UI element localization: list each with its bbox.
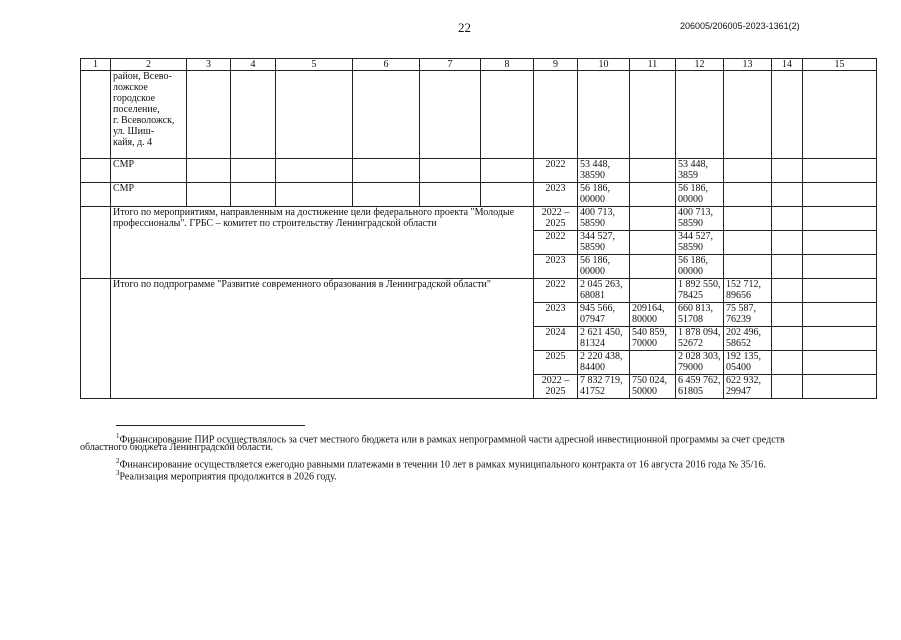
value-cell: 1 892 550, 78425 [676, 279, 724, 303]
value-cell: 2 045 263, 68081 [578, 279, 630, 303]
address-line: кайя, д. 4 [113, 137, 153, 148]
value-cell [630, 351, 676, 375]
col-header: 1 [81, 59, 111, 71]
year-cell: 2022 [534, 279, 578, 303]
col-header: 5 [276, 59, 353, 71]
col-header: 7 [420, 59, 481, 71]
value-cell: 945 566, 07947 [578, 303, 630, 327]
footnote-divider [116, 425, 305, 426]
col-header: 8 [481, 59, 534, 71]
value-cell: 660 813, 51708 [676, 303, 724, 327]
table-row [81, 159, 877, 183]
value-cell: 540 859, 70000 [630, 327, 676, 351]
year-cell: 2025 [534, 351, 578, 375]
value-cell: 750 024, 50000 [630, 375, 676, 399]
table-row [81, 207, 877, 231]
value-cell: 2 028 303, 79000 [676, 351, 724, 375]
footnote-mark: 2 [116, 457, 120, 465]
year-cell: 2023 [534, 255, 578, 279]
year-cell: 2022 [534, 231, 578, 255]
value-cell: 6 459 762, 61805 [676, 375, 724, 399]
footnote-text: Финансирование осуществляется ежегодно равными платежами в течении 10 лет в рамках муниципального контракта от 16 августа 2016 года № 35/16. [119, 459, 766, 471]
column-number-row [81, 59, 877, 71]
page-number: 22 [458, 20, 471, 35]
col-header: 2 [111, 59, 187, 71]
value-cell: 152 712, 89656 [724, 279, 772, 303]
footnote-text: Финансирование ПИР осуществлялось за счет местного бюджета или в рамках непрограммной части адресной инвестиционной программы за счет средств [119, 434, 785, 446]
col-header: 6 [353, 59, 420, 71]
value-cell: 56 186, 00000 [578, 255, 630, 279]
value-cell: 56 186, 00000 [676, 183, 724, 207]
value-cell: 2 621 450, 81324 [578, 327, 630, 351]
value-cell: 75 587, 76239 [724, 303, 772, 327]
footnote-1-continued [80, 442, 880, 454]
value-cell: 400 713, 58590 [578, 207, 630, 231]
value-cell: 7 832 719, 41752 [578, 375, 630, 399]
value-cell: 202 496, 58652 [724, 327, 772, 351]
value-cell [630, 279, 676, 303]
col-header: 11 [630, 59, 676, 71]
col-header: 14 [772, 59, 803, 71]
address-line: ложское [113, 82, 148, 93]
value-cell: 56 186, 00000 [676, 255, 724, 279]
value-cell: 53 448, 38590 [578, 159, 630, 183]
col-header: 15 [803, 59, 877, 71]
value-cell: 344 527, 58590 [676, 231, 724, 255]
col-header: 9 [534, 59, 578, 71]
footnote-3 [116, 467, 886, 483]
footnote-text: Реализация мероприятия продолжится в 2026 году. [119, 471, 337, 483]
value-cell: 56 186, 00000 [578, 183, 630, 207]
table-row [81, 183, 877, 207]
year-cell: 2023 [534, 183, 578, 207]
row-label: СМР [111, 183, 187, 207]
value-cell: 209164, 80000 [630, 303, 676, 327]
col-header: 3 [187, 59, 231, 71]
address-line: ул. Шиш- [113, 126, 155, 137]
footnote-text: областного бюджета Ленинградской области. [80, 442, 273, 453]
value-cell: 400 713, 58590 [676, 207, 724, 231]
col-header: 4 [231, 59, 276, 71]
value-cell: 344 527, 58590 [578, 231, 630, 255]
document-id: 206005/206005-2023-1361(2) [680, 21, 800, 31]
table-row [81, 279, 877, 303]
value-cell: 622 932, 29947 [724, 375, 772, 399]
year-cell: 2023 [534, 303, 578, 327]
col-header: 12 [676, 59, 724, 71]
value-cell: 53 448, 3859 [676, 159, 724, 183]
value-cell: 192 135, 05400 [724, 351, 772, 375]
value-cell: 2 220 438, 84400 [578, 351, 630, 375]
year-cell: 2022 [534, 159, 578, 183]
address-line: г. Всеволожск, [113, 115, 175, 126]
year-cell: 2022 – 2025 [534, 375, 578, 399]
footnote-mark: 1 [116, 432, 120, 440]
footnote-mark: 3 [116, 469, 120, 477]
address-line: городское [113, 93, 156, 104]
col-header: 13 [724, 59, 772, 71]
budget-table [80, 58, 877, 399]
total-sub-label: Итого по подпрограмме "Развитие современного образования в Ленинградской области" [111, 279, 534, 399]
table-row [81, 71, 877, 159]
col-header: 10 [578, 59, 630, 71]
address-line: район, Всево- [113, 71, 172, 82]
year-cell: 2024 [534, 327, 578, 351]
year-cell: 2022 – 2025 [534, 207, 578, 231]
total-prof-label: Итого по мероприятиям, направленным на достижение цели федерального проекта "Молодые профессионалы". ГРБС – комитет по строительству Ленинградской области [111, 207, 534, 279]
row-label: СМР [111, 159, 187, 183]
address-line: поселение, [113, 104, 160, 115]
value-cell: 1 878 094, 52672 [676, 327, 724, 351]
address-cell [111, 71, 187, 159]
